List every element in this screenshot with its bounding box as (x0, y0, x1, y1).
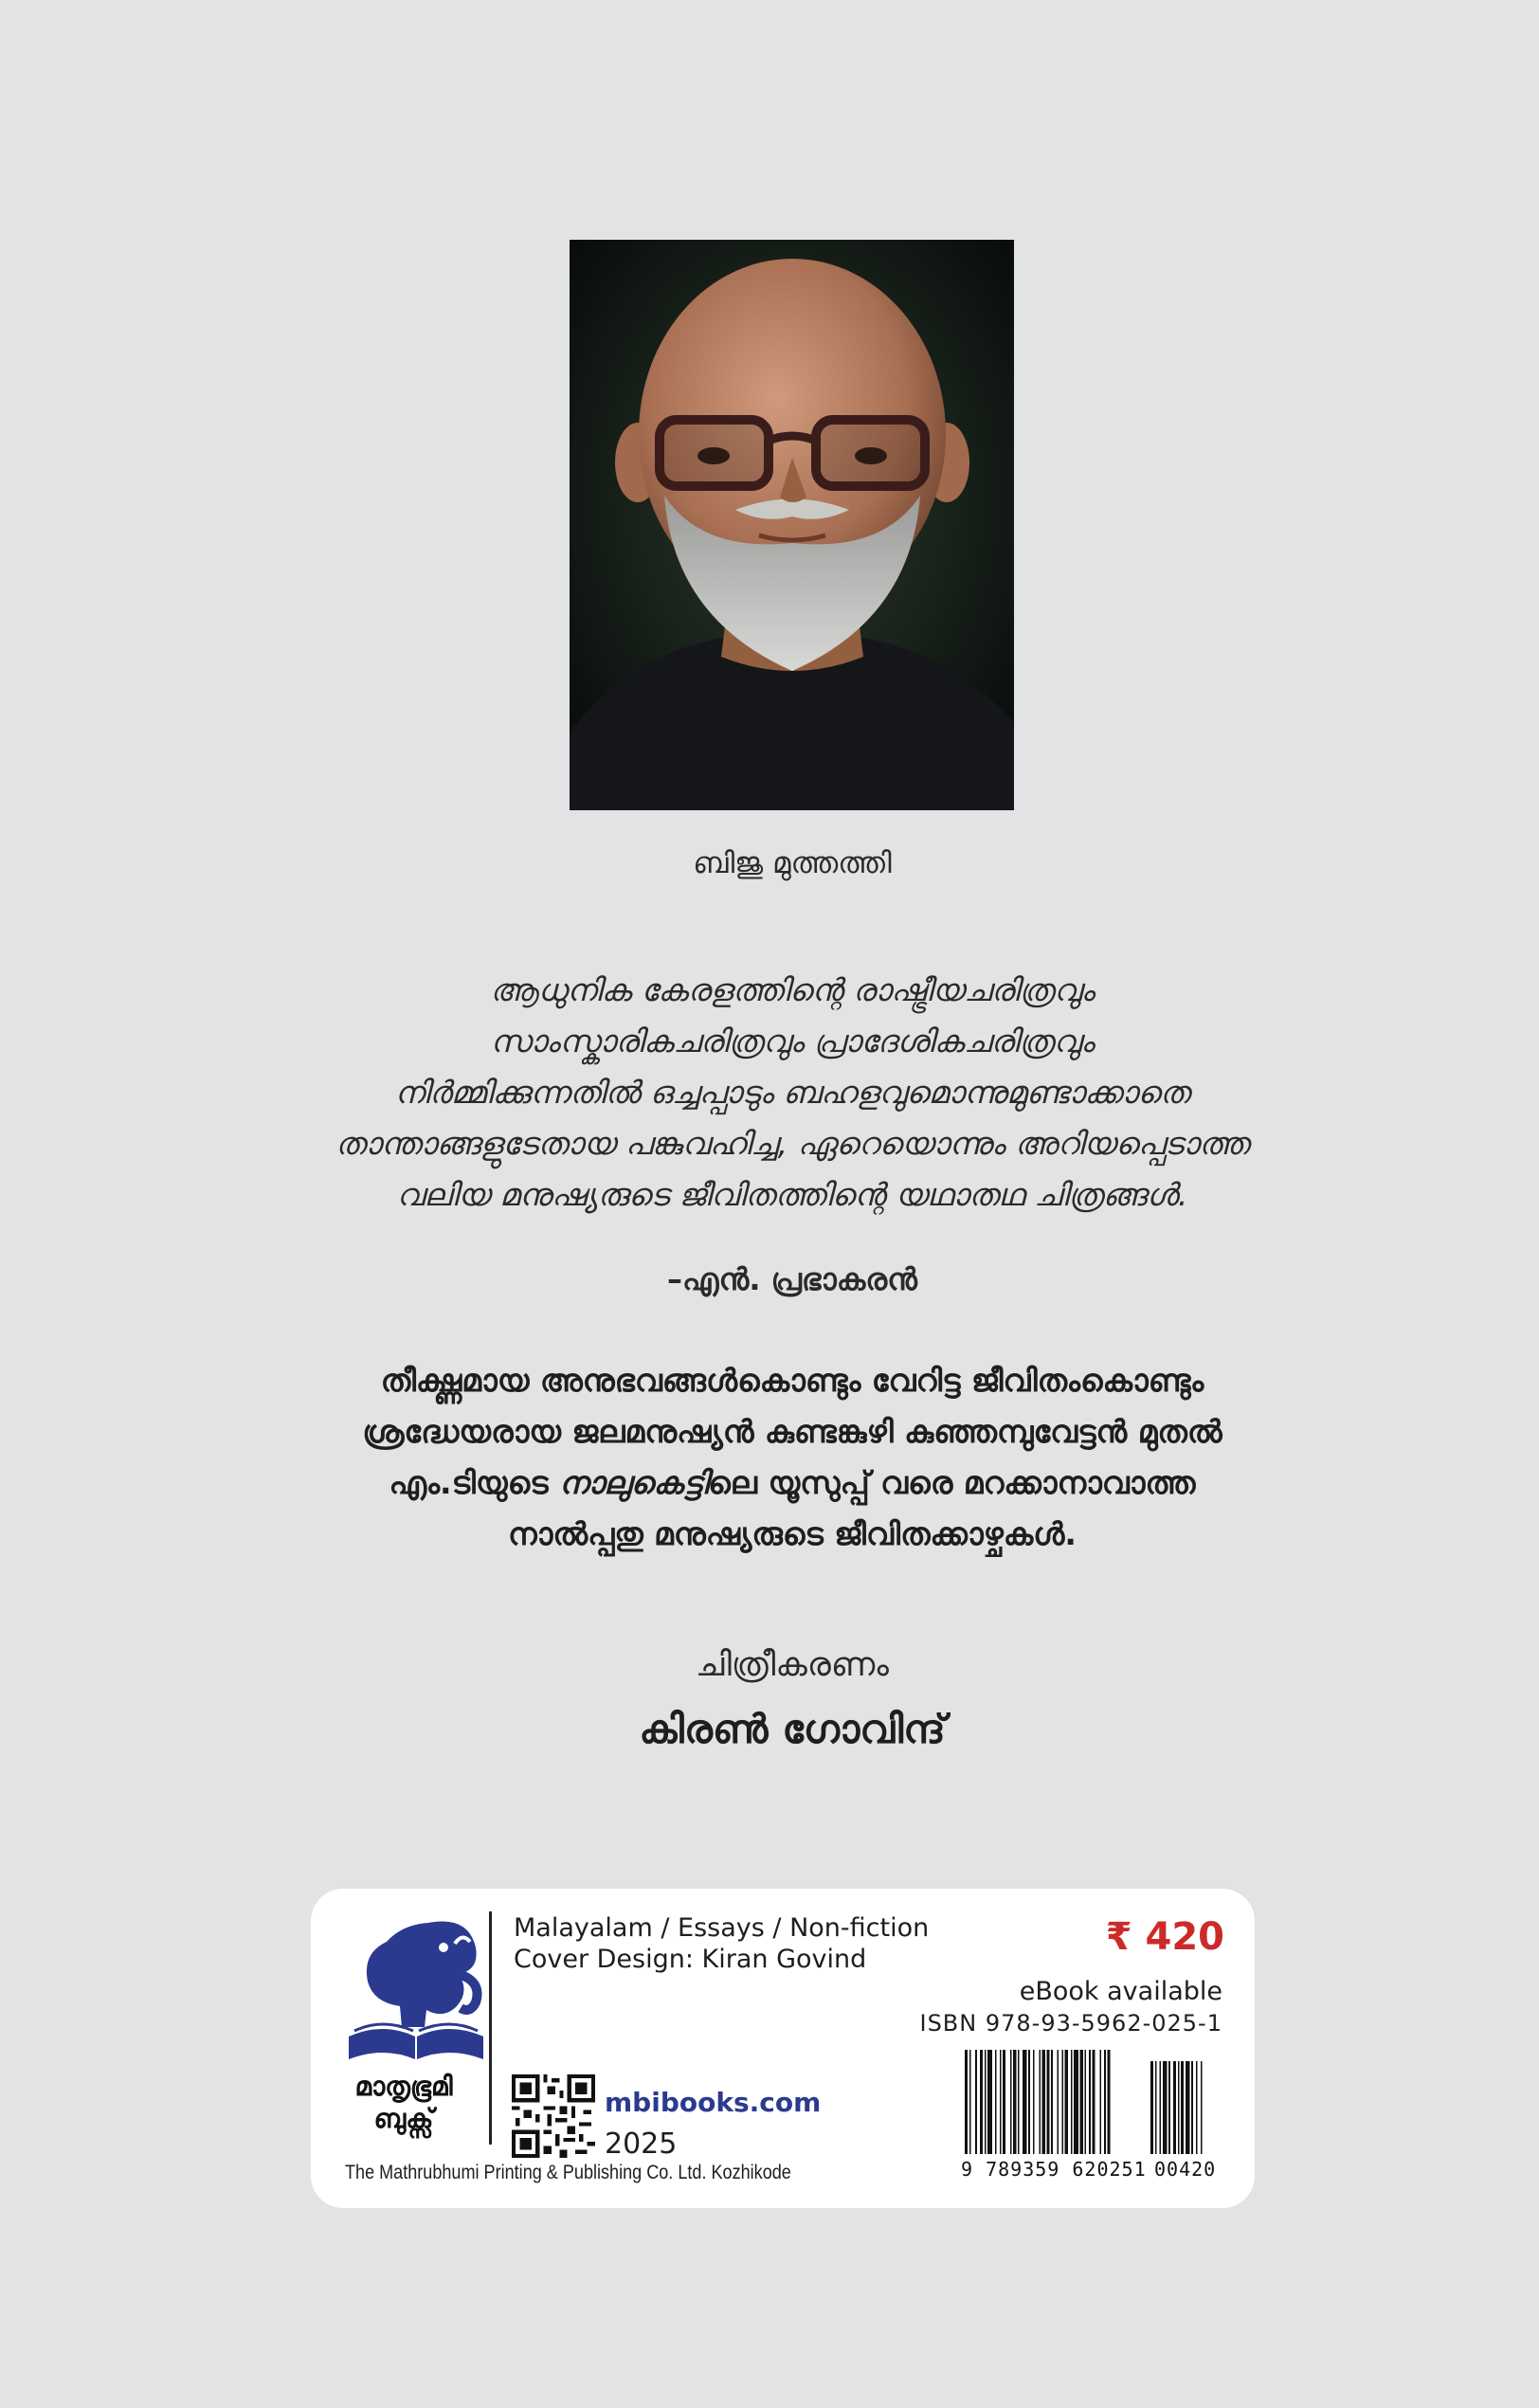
quote-line: താന്താങ്ങളുടേതായ പങ്കുവഹിച്ച, ഏറെയൊന്നും അറിയപ്പെടാത്ത (335, 1125, 1250, 1162)
barcode-addon-bar (1168, 2061, 1170, 2154)
barcode-addon-bar (1155, 2061, 1157, 2154)
blurb (237, 1355, 1348, 1560)
barcode-bar (1074, 2050, 1078, 2154)
barcode-bar (1042, 2050, 1045, 2154)
blurb-line: നാൽപ്പതു മനുഷ്യരുടെ ജീവിതക്കാഴ്ചകൾ. (508, 1515, 1077, 1552)
quote-attribution: –എൻ. പ്രഭാകരൻ (667, 1261, 917, 1297)
barcode-bar (1104, 2050, 1106, 2154)
genre-text: Malayalam / Essays / Non-fiction (514, 1913, 930, 1943)
publisher-card (311, 1889, 1255, 2208)
barcode-bar (1080, 2050, 1083, 2154)
blurb-line (237, 1457, 1348, 1509)
barcode-bar (987, 2050, 992, 2154)
barcode-bar (995, 2050, 997, 2154)
barcode-bar (1071, 2050, 1073, 2154)
barcode-addon-bar (1150, 2061, 1153, 2154)
barcode-bar (965, 2050, 968, 2154)
barcode-bar (1003, 2050, 1005, 2154)
barcode-bar (985, 2050, 987, 2154)
blurb-text: ലെ യൂസുപ്പ് വരെ മറക്കാനാവാത്ത (708, 1464, 1196, 1501)
barcode-bar (1046, 2050, 1049, 2154)
barcode-bar (1013, 2050, 1016, 2154)
barcode-bar (1033, 2050, 1035, 2154)
barcode-bar (1065, 2050, 1068, 2154)
barcode-addon-bar (1173, 2061, 1176, 2154)
cover-design-credit: Cover Design: Kiran Govind (514, 1945, 867, 1974)
barcode-addon-bar (1186, 2061, 1190, 2154)
barcode-addon-bar (1160, 2061, 1162, 2154)
website-link[interactable]: mbibooks.com (605, 2087, 822, 2118)
barcode-bar (1051, 2050, 1053, 2154)
barcode-bar (969, 2050, 971, 2154)
logo-wordmark (337, 2071, 470, 2135)
barcode-addon-bar (1201, 2061, 1203, 2154)
logo-line: ബുക്സ് (373, 2103, 434, 2134)
author-portrait (570, 240, 1014, 810)
barcode-bar (1010, 2050, 1012, 2154)
illustration-label: ചിത്രീകരണം (696, 1646, 889, 1684)
blurb-line: ശ്രദ്ധേയരായ ജലമനുഷ്യൻ കുണ്ടങ്കുഴി കുഞ്ഞമ്പുവേട്ടൻ മുതൽ (362, 1413, 1222, 1450)
book-title-italic: നാലുകെട്ടി (559, 1464, 709, 1501)
barcode-bar (1061, 2050, 1063, 2154)
portrait-illustration (570, 240, 1014, 810)
quote-line: നിർമ്മിക്കുന്നതിൽ ഒച്ചപ്പാടും ബഹളവുമൊന്നുമുണ്ടാക്കാതെ (394, 1074, 1190, 1111)
elephant-book-logo-icon (345, 1915, 487, 2065)
divider (489, 1911, 492, 2145)
quote-line: സാംസ്കാരികചരിത്രവും പ്രാദേശികചരിത്രവും (490, 1023, 1095, 1059)
barcode-bar (1058, 2050, 1059, 2154)
isbn: ISBN 978-93-5962-025-1 (919, 2010, 1222, 2037)
barcode-main-digits: 9 789359 620251 (961, 2158, 1147, 2181)
barcode-bar (1039, 2050, 1041, 2154)
barcode-bar (980, 2050, 983, 2154)
logo-line: മാതൃഭൂമി (354, 2071, 453, 2102)
barcode-addon-bar (1163, 2061, 1168, 2154)
barcode-bar (1018, 2050, 1020, 2154)
barcode-addon-digits: 00420 (1154, 2158, 1217, 2181)
blurb-text: എം.ടിയുടെ (389, 1464, 560, 1501)
publisher-imprint: The Mathrubhumi Printing & Publishing Co. Ltd. Kozhikode (345, 2162, 791, 2183)
barcode-addon-bar (1181, 2061, 1184, 2154)
barcode-bar (1089, 2050, 1091, 2154)
barcode-bar (1000, 2050, 1002, 2154)
quote-line: വലിയ മനുഷ്യരുടെ ജീവിതത്തിന്റെ യഥാതഥ ചിത്രങ്ങൾ. (396, 1176, 1188, 1213)
author-name: ബിജു മുത്തത്തി (693, 846, 892, 880)
ebook-availability: eBook available (1019, 1977, 1222, 2006)
barcode-addon-bar (1196, 2061, 1198, 2154)
barcode-bar (1023, 2050, 1027, 2154)
barcode-addon-bar (1178, 2061, 1180, 2154)
blurb-line: തീക്ഷ്ണമായ അനുഭവങ്ങൾകൊണ്ടും വേറിട്ട ജീവിതംകൊണ്ടും (380, 1362, 1204, 1399)
quote (227, 965, 1357, 1221)
barcode-icon (965, 2050, 1228, 2154)
barcode-bar (975, 2050, 977, 2154)
barcode-bar (1107, 2050, 1110, 2154)
barcode-bar (1092, 2050, 1095, 2154)
illustrator-name: കിരൺ ഗോവിന്ദ് (639, 1706, 946, 1752)
quote-line: ആധുനിക കേരളത്തിന്റെ രാഷ്ട്രീയചരിത്രവും (490, 971, 1095, 1008)
barcode-bar (1099, 2050, 1101, 2154)
barcode-bar (1028, 2050, 1030, 2154)
publication-year: 2025 (605, 2127, 678, 2161)
price-tag: ₹ 420 (1105, 1915, 1224, 1959)
qr-code-icon (512, 2074, 595, 2158)
barcode-bar (1084, 2050, 1086, 2154)
barcode-addon-bar (1191, 2061, 1193, 2154)
